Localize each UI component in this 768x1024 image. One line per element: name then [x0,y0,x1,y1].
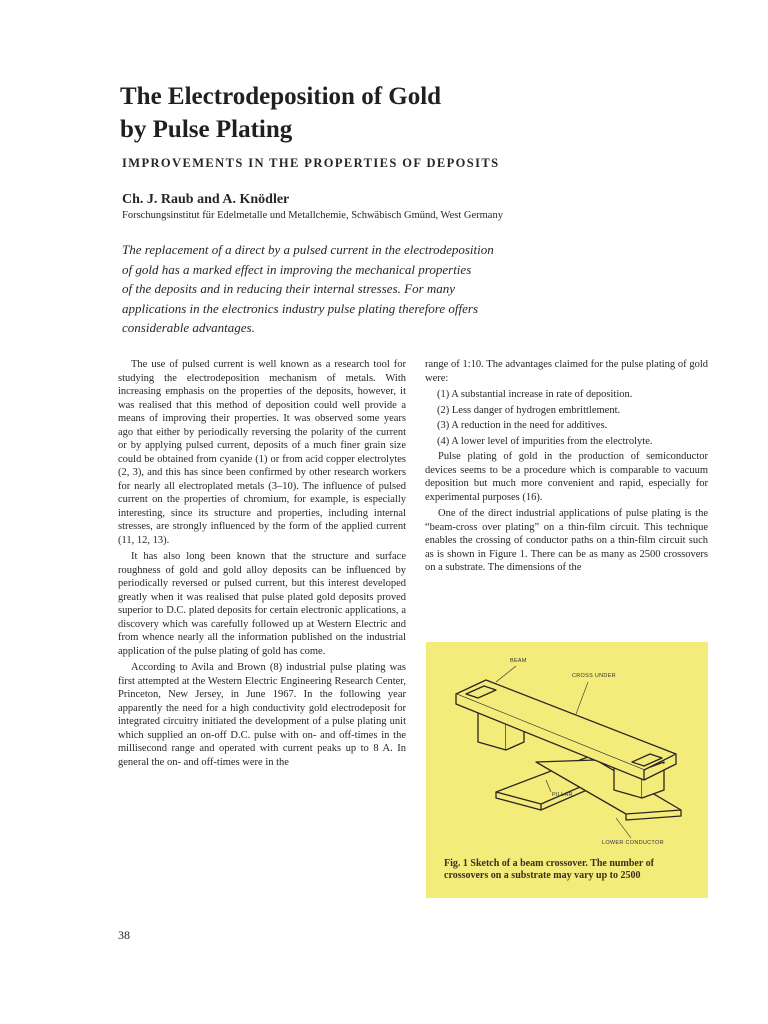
label-lower-conductor: LOWER CONDUCTOR [602,840,664,846]
advantage-item: (2) Less danger of hydrogen embrittlement. [437,404,621,416]
advantage-item: (4) A lower level of impurities from the electrolyte. [437,435,653,447]
abstract-line: of the deposits and in reducing their internal stresses. For many [122,281,456,296]
label-cross-under: CROSS UNDER [572,673,616,679]
figure-1 [426,642,708,898]
advantage-item: (1) A substantial increase in rate of deposition. [437,389,633,400]
label-pillar: PILLAR [552,792,573,798]
affiliation: Forschungsinstitut für Edelmetalle und Metallchemie, Schwäbisch Gmünd, West Germany [122,210,503,221]
abstract [122,240,562,338]
figure-caption: Fig. 1 Sketch of a beam crossover. The number of crossovers on a substrate may vary up to 2500 [444,858,654,881]
body-paragraph: Pulse plating of gold in the production of semiconductor devices seems to be a procedure which is comparable to vacuum deposition but much more convenient and rapid, especially for experimental purposes (16). [425,451,708,503]
advantage-item: (3) A reduction in the need for additives. [437,420,608,431]
title-line-1: The Electrodeposition of Gold [120,83,442,110]
abstract-line: applications in the electronics industry pulse plating therefore offers [122,300,479,316]
abstract-line: of gold has a marked effect in improving the mechanical properties [122,261,472,277]
article-title [120,80,680,146]
left-column [118,358,406,772]
body-paragraph: One of the direct industrial applications of pulse plating is the “beam-cross over plating” on a thin-film circuit. This technique enables the crossing of conductor paths on a thin-film circuit such as is shown in Figure 1. There can be as many as 2500 crossovers on a substrate. The dimensions of the [425,508,708,573]
right-column [425,358,708,578]
body-paragraph: range of 1:10. The advantages claimed for the pulse plating of gold were: [425,359,708,384]
abstract-line: The replacement of a direct by a pulsed current in the electrodeposition [122,242,494,257]
article-subtitle: IMPROVEMENTS IN THE PROPERTIES OF DEPOSITS [122,156,500,170]
label-beam: BEAM [510,658,527,664]
title-line-2: by Pulse Plating [120,116,293,143]
body-paragraph: The use of pulsed current is well known as a research tool for studying the electrodeposition mechanism of metals. With increasing emphasis on the properties of the deposits, however, it was realised that this method of deposition could well provide a means of improving their properties. It was observed some years ago that either by periodically reversing the polarity of the current or by applying pulsed current, deposits of a much finer grain size could be obtained from cyanide (1) or from acid copper electrolytes (2, 3), and this has since been confirmed by other research workers for nearly all electroplated metals (3–10). The influence of pulsed current on the properties of chromium, for example, is especially interesting, since its structure and properties, including internal stresses, are strongly influenced by the form of the applied current (11, 12, 13). [118,359,406,546]
body-paragraph: According to Avila and Brown (8) industrial pulse plating was first attempted at the Western Electric Engineering Research Center, Princeton, New Jersey, in June 1967. In the following year apparently the need for a high conductivity gold electrodeposit for integrated circuitry initiated the development of a pulse plating unit which supplied an on-off D.C. pulse with on- and off-times in the millisecond range and operated with current peaks up to 8 A. In general the on- and off-times were in the [118,662,406,768]
body-paragraph: It has also long been known that the structure and surface roughness of gold and gold alloy deposits can be influenced by periodically reversed or pulsed current, but this interest developed greatly when it was realised that pulse plated gold deposits proved superior to D.C. plated deposits for certain electronic applications, a discovery which was carefully followed up at Western Electric and from whence nearly all the information published on the industrial application of the pulse plating of gold has come. [118,551,406,657]
page-number: 38 [118,928,130,942]
abstract-line: considerable advantages. [122,320,255,335]
authors: Ch. J. Raub and A. Knödler [122,192,290,207]
